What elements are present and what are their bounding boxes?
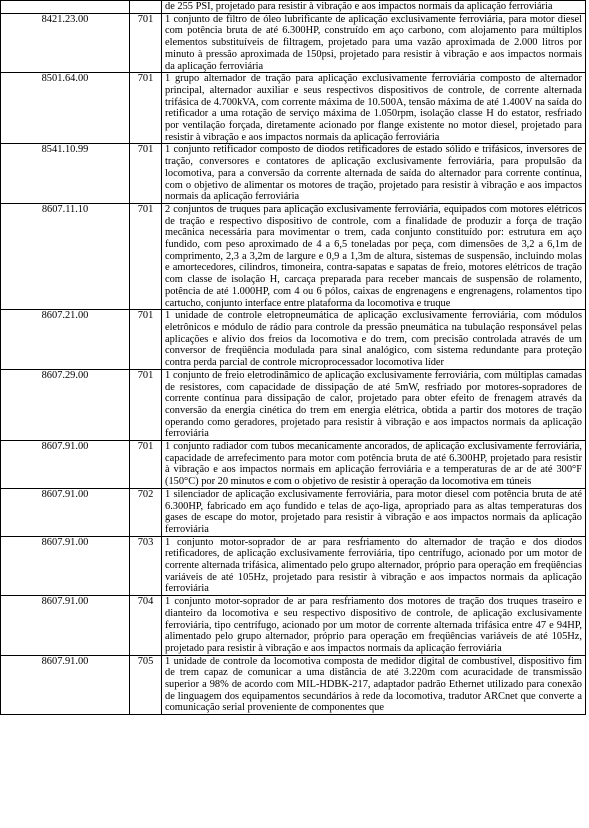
table-row xyxy=(1,13,586,73)
table-row xyxy=(1,203,586,309)
description-cell: de 255 PSI, projetado para resistir à vibração e aos impactos normais da aplicação ferroviária xyxy=(162,1,586,14)
description-cell: 1 conjunto retificador composto de diodos retificadores de estado sólido e trifásicos, inversores de tração, conversores e contatores de aplicação exclusivamente ferroviária, para propulsão da locomotiva, para a conversão da corrente alternada de saída do alternador para corrente contínua, com o objetivo de alimentar os motores de tração, projetado para resistir à vibração e aos impactos normais da aplicação ferroviária xyxy=(162,144,586,204)
ex-number-cell: 701 xyxy=(130,13,162,73)
table-body xyxy=(1,1,586,715)
description-cell: 1 unidade de controle eletropneumática de aplicação exclusivamente ferroviária, com módulos eletrônicos e módulo de rádio para controle da pressão pneumática na tubulação responsável pelas aplicações e alívio dos freios da locomotiva e do trem, com precisão controlada através de um conversor de freqüência modulada para sinal analógico, com sistema redundante para proteção contra perda parcial de controle microprocessador locomotiva líder xyxy=(162,310,586,370)
description-cell: 1 conjunto de filtro de óleo lubrificante de aplicação exclusivamente ferroviária, para motor diesel com potência bruta de até 6.300HP, construído em aço carbono, com alojamento para múltiplos elementos substituíveis de filtragem, projetado para uma vazão aproximada de 2.000 litros por minuto à pressão aproximada de 150psi, projetado para resistir à vibração e aos impactos normais da aplicação ferroviária xyxy=(162,13,586,73)
ncm-code-cell: 8607.11.10 xyxy=(1,203,130,309)
ncm-code-cell: 8607.91.00 xyxy=(1,536,130,596)
ex-number-cell: 703 xyxy=(130,536,162,596)
ex-number-cell: 701 xyxy=(130,73,162,144)
table-row xyxy=(1,144,586,204)
description-cell: 1 grupo alternador de tração para aplicação exclusivamente ferroviária composto de alternador principal, alternador auxiliar e seus respectivos dispositivos de controle, de corrente alternada trifásica de 4.700kVA, com corrente máxima de 10.500A, tensão máxima de até 1.400V na saída do retificador a uma rotação de serviço máxima de 1.050rpm, isolação classe H do estator, resfriado por ventilação forçada, diretamente acionado por flange existente no motor diesel, projetado para resistir à vibração e aos impactos normais da aplicação ferroviária xyxy=(162,73,586,144)
description-cell: 1 conjunto radiador com tubos mecanicamente ancorados, de aplicação exclusivamente ferroviária, capacidade de arrefecimento para motor com potência bruta de até 6.300HP, projetado para resistir à vibração e aos impactos normais em aplicação ferroviária e a temperaturas de ar de até 300°F (150°C) por 20 minutos e com o objetivo de resistir à operação da locomotiva em túneis xyxy=(162,441,586,489)
ncm-code-cell: 8607.91.00 xyxy=(1,596,130,656)
ex-number-cell: 701 xyxy=(130,441,162,489)
table-row xyxy=(1,536,586,596)
table-row xyxy=(1,1,586,14)
ncm-code-cell: 8607.91.00 xyxy=(1,488,130,536)
ex-number-cell: 701 xyxy=(130,369,162,440)
ex-number-cell: 701 xyxy=(130,310,162,370)
ncm-code-cell: 8541.10.99 xyxy=(1,144,130,204)
table-row xyxy=(1,655,586,715)
ncm-code-cell: 8607.29.00 xyxy=(1,369,130,440)
ex-number-cell xyxy=(130,1,162,14)
ex-number-cell: 704 xyxy=(130,596,162,656)
table-row xyxy=(1,73,586,144)
ex-number-cell: 701 xyxy=(130,144,162,204)
description-cell: 1 silenciador de aplicação exclusivamente ferroviária, para motor diesel com potência bruta de até 6.300HP, fabricado em aço fundido e telas de aço-liga, apropriado para as altas temperaturas dos gases de escape do motor, projetado para resistir à vibração e aos impactos normais da aplicação ferroviária xyxy=(162,488,586,536)
description-cell: 1 conjunto motor-soprador de ar para resfriamento do alternador de tração e dos diodos retificadores, de aplicação exclusivamente ferroviária, tipo centrífugo, acionado por um motor de corrente alternada trifásica, alimentado pelo grupo alternador, próprio para operação em freqüências variáveis de até 105Hz, projetado para resistir à vibração e aos impactos normais da aplicação ferroviária xyxy=(162,536,586,596)
ex-number-cell: 705 xyxy=(130,655,162,715)
table-row xyxy=(1,441,586,489)
description-cell: 1 unidade de controle da locomotiva composta de medidor digital de combustível, dispositivo fim de trem capaz de comunicar a uma distância de até 3.220m com acuracidade de transmissão superior a 98% de acordo com MIL-HDBK-217, adaptador padrão Ethernet utilizado para conexão de linguagem dos equipamentos secundários à rede da locomotiva, tradutor ARCnet que converte a comunicação serial proveniente de componentes que xyxy=(162,655,586,715)
ncm-code-cell xyxy=(1,1,130,14)
table-row xyxy=(1,310,586,370)
ncm-code-cell: 8421.23.00 xyxy=(1,13,130,73)
ncm-code-cell: 8607.91.00 xyxy=(1,441,130,489)
ex-number-cell: 701 xyxy=(130,203,162,309)
description-cell: 1 conjunto de freio eletrodinâmico de aplicação exclusivamente ferroviária, com múltiplas camadas de resistores, com capacidade de dissipação de até 5mW, resfriado por motores-sopradores de corrente contínua para dissipação de calor, projetado para obter efeito de frenagem através da conversão da energia cinética do trem em energia elétrica, obtida a partir dos motores de tração operando como geradores, projetado para resistir à vibração e aos impactos normais da aplicação ferroviária xyxy=(162,369,586,440)
table-row xyxy=(1,488,586,536)
table-row xyxy=(1,596,586,656)
description-cell: 2 conjuntos de truques para aplicação exclusivamente ferroviária, equipados com motores elétricos de tração e respectivo dispositivo de controle, com a finalidade de produzir a força de tração mecânica necessária para movimentar o trem, cada conjunto constituído por: estrutura em aço fundido, com peso aproximado de 4 a 6,5 toneladas por peça, com dimensões de 3,2 a 6,1m de comprimento, 2,3 a 3,2m de largure e 0,9 a 1,3m de altura, sistemas de suspensão, incluindo molas e amortecedores, cilindros, timoneira, contra-sapatas e sapatas de freio, motores elétricos de tração com classe de isolação H, carcaça preparada para receber mancais de suspensão de rolamento, potência de até 1.000HP, com 4 ou 6 pólos, caixas de engrenagens e engrenagens, rolamentos tipo cartucho, conjunto interface entre plataforma da locomotiva e truque xyxy=(162,203,586,309)
table-row xyxy=(1,369,586,440)
ex-number-cell: 702 xyxy=(130,488,162,536)
ncm-code-cell: 8501.64.00 xyxy=(1,73,130,144)
ncm-code-cell: 8607.21.00 xyxy=(1,310,130,370)
description-cell: 1 conjunto motor-soprador de ar para resfriamento dos motores de tração dos truques traseiro e dianteiro da locomotiva e seu respectivo dispositivo de controle, de aplicação exclusivamente ferroviária, tipo centrífugo, acionado por um motor de corrente alternada trifásica entre 47 e 94HP, alimentado pelo grupo alternador, próprio para operação em freqüências variáveis de até 105Hz, projetado para resistir à vibração e aos impactos normais da aplicação ferroviária xyxy=(162,596,586,656)
ncm-code-cell: 8607.91.00 xyxy=(1,655,130,715)
